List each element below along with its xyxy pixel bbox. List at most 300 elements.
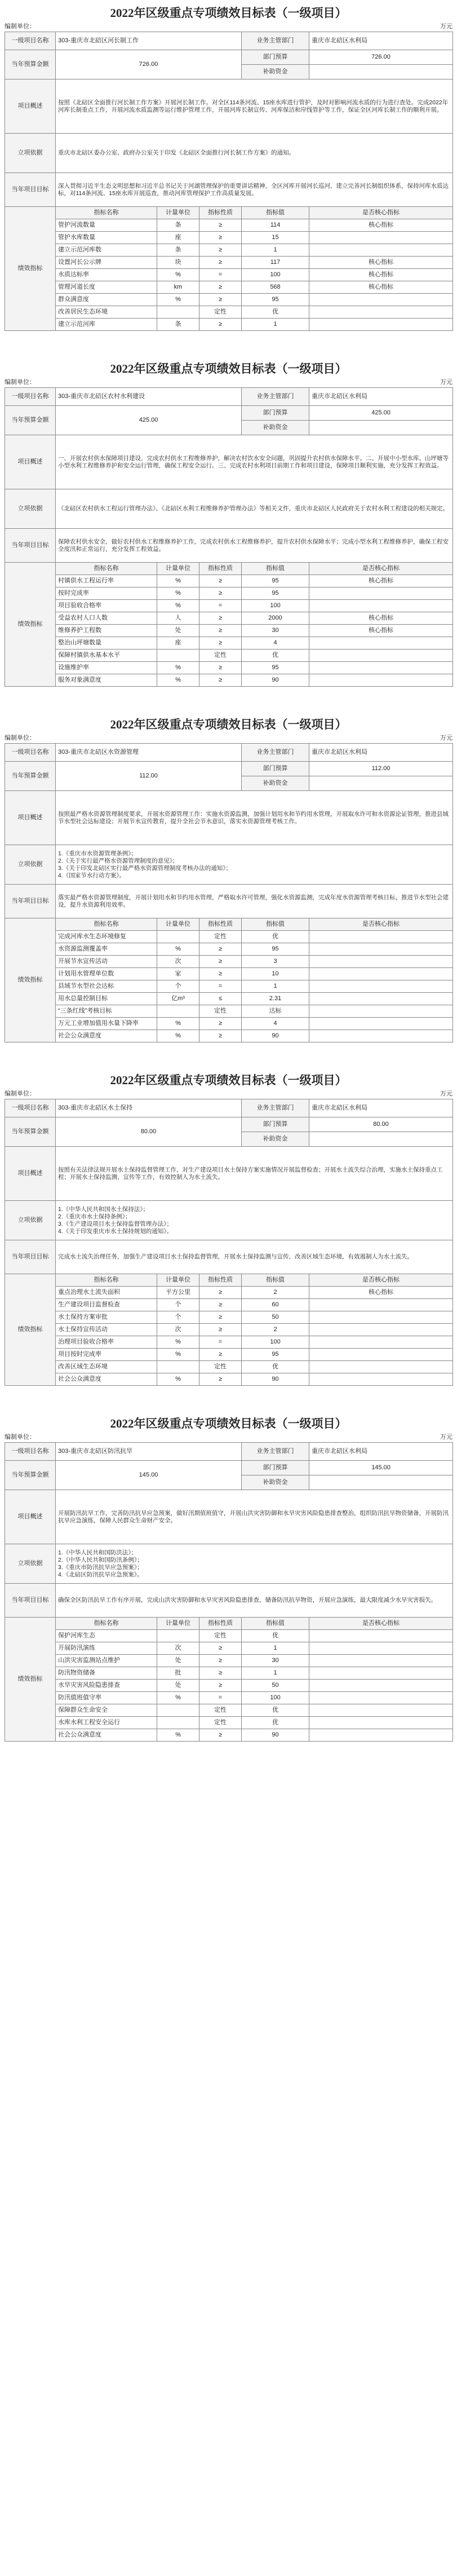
indicator-unit [157, 1704, 199, 1717]
overview-label: 项目概述 [5, 1490, 56, 1544]
indicator-row [5, 993, 453, 1005]
indicator-unit: 次 [157, 1642, 199, 1655]
indicator-nature: ≥ [199, 674, 242, 687]
header-nature: 指标性质 [199, 1274, 242, 1287]
indicator-core: 核心指标 [309, 219, 453, 232]
project-name-label: 一级项目名称 [5, 388, 56, 406]
indicator-name: 开展防汛演练 [56, 1642, 157, 1655]
indicator-core [309, 943, 453, 956]
dept-budget-label: 部门预算 [242, 50, 309, 65]
indicator-row [5, 1680, 453, 1692]
indicator-row [5, 232, 453, 244]
project-table [5, 1099, 453, 1386]
overview-text: 按照《北碚区全面推行河长制工作方案》开展河长制工作。对全区114条河流、15座水库进行管护，及时对影响河流水质的行为进行查处。完成2022年河库长制重点工作，开展河流水质监测等运行维护管理工作，开展河库长制宣传、河库保洁和岸线管护等工作，保证全区河库长制工作的顺利开展。 [56, 79, 453, 134]
header-nature: 指标性质 [199, 918, 242, 931]
header-nature: 指标性质 [199, 563, 242, 575]
goal-label: 当年项目目标 [5, 529, 56, 563]
indicator-name: 设施维护率 [56, 662, 157, 674]
dept-label: 业务主管部门 [242, 744, 309, 762]
indicator-row [5, 612, 453, 625]
header-unit: 计量单位 [157, 207, 199, 219]
indicator-core: 核心指标 [309, 257, 453, 269]
indicator-row [5, 1311, 453, 1324]
indicator-nature: ≥ [199, 662, 242, 674]
indicator-nature: = [199, 1336, 242, 1349]
indicator-row [5, 1373, 453, 1386]
dept-label: 业务主管部门 [242, 388, 309, 406]
indicator-nature: = [199, 1692, 242, 1704]
org-label: 编制单位： [5, 379, 36, 386]
dept-budget-value: 145.00 [309, 1461, 453, 1475]
subsidy-label: 补助资金 [242, 1132, 309, 1147]
indicator-value: 2000 [242, 612, 309, 625]
indicator-unit [157, 306, 199, 319]
indicator-row [5, 1717, 453, 1729]
indicator-name: 保护河库生态 [56, 1630, 157, 1642]
indicator-name: 防汛物资储备 [56, 1667, 157, 1680]
header-value: 指标值 [242, 207, 309, 219]
indicator-nature: ≥ [199, 244, 242, 257]
dept-label: 业务主管部门 [242, 1443, 309, 1461]
indicator-name: 开展节水宣传活动 [56, 956, 157, 968]
indicator-row [5, 1336, 453, 1349]
indicator-row [5, 637, 453, 649]
header-ind-name: 指标名称 [56, 1274, 157, 1287]
indicator-unit: % [157, 1018, 199, 1030]
indicator-name: 治理项目验收合格率 [56, 1336, 157, 1349]
indicator-nature: ≥ [199, 612, 242, 625]
indicator-name: 社会公众满意度 [56, 1373, 157, 1386]
indicator-nature: ≥ [199, 1642, 242, 1655]
project-name-label: 一级项目名称 [5, 1099, 56, 1117]
goal-label: 当年项目目标 [5, 885, 56, 918]
indicator-unit: % [157, 662, 199, 674]
dept-name: 重庆市北碚区水利局 [309, 1099, 453, 1117]
indicator-name: 项目验收合格率 [56, 600, 157, 612]
header-unit: 计量单位 [157, 1274, 199, 1287]
subsidy-value [309, 65, 453, 79]
indicator-nature: 定性 [199, 306, 242, 319]
basis-text: 《北碚区农村供水工程运行管理办法》、《北碚区水利工程维修养护管理办法》等相关文件，重庆市北碚区人民政府关于农村水利工程建设的相关规定。 [56, 489, 453, 529]
indicator-unit: % [157, 575, 199, 587]
indicator-row [5, 1324, 453, 1336]
budget-value: 112.00 [56, 762, 242, 791]
budget-label: 当年预算金额 [5, 1461, 56, 1490]
indicator-unit: 次 [157, 1324, 199, 1336]
indicator-nature: ≥ [199, 319, 242, 331]
budget-label: 当年预算金额 [5, 406, 56, 435]
indicator-unit: % [157, 587, 199, 600]
header-ind-name: 指标名称 [56, 563, 157, 575]
indicator-value: 100 [242, 1692, 309, 1704]
indicator-row [5, 1349, 453, 1361]
indicator-core [309, 1630, 453, 1642]
indicator-unit: 座 [157, 637, 199, 649]
section-title: 2022年区级重点专项绩效目标表（一级项目） [110, 1417, 347, 1430]
indicator-value: 优 [242, 649, 309, 662]
indicator-nature: ≥ [199, 587, 242, 600]
indicator-row [5, 1287, 453, 1299]
header-unit: 计量单位 [157, 1618, 199, 1630]
indicator-value: 95 [242, 1349, 309, 1361]
indicator-row [5, 319, 453, 331]
indicator-name: 建立示范河库 [56, 319, 157, 331]
indicator-nature: ≥ [199, 1324, 242, 1336]
indicator-value: 优 [242, 1704, 309, 1717]
dept-name: 重庆市北碚区水利局 [309, 1443, 453, 1461]
indicator-name: 计划用水管理单位数 [56, 968, 157, 980]
goal-text: 落实最严格水资源管理制度，开展计划用水和节约用水管理，严格取水许可管理，强化水资源监测，完成年度水资源管理考核目标，推进节水型社会建设，提升水资源利用效率。 [56, 885, 453, 918]
indicator-name: 管护河流数量 [56, 219, 157, 232]
basis-label: 立项依据 [5, 845, 56, 885]
overview-text: 按照最严格水资源管理制度要求，开展水资源管理工作：实施水资源监测，加强计划用水和节约用水管理，开展取水许可和水资源论证管理，推进县域节水型社会达标建设；开展节水宣传教育，提升全社会节水意识，落实水资源管理考核工作。 [56, 791, 453, 845]
indicator-name: 完成河库水生态环境修复 [56, 931, 157, 943]
indicator-value: 100 [242, 1336, 309, 1349]
indicator-value: 30 [242, 625, 309, 637]
indicator-nature: ≥ [199, 1287, 242, 1299]
indicator-unit: 块 [157, 257, 199, 269]
indicator-name: 维修养护工程数 [56, 625, 157, 637]
project-name: 303-重庆市北碚区水土保持 [56, 1099, 242, 1117]
indicator-core [309, 980, 453, 993]
indicator-label: 绩效指标 [5, 1274, 56, 1386]
budget-label: 当年预算金额 [5, 1117, 56, 1147]
indicator-unit: 个 [157, 980, 199, 993]
indicator-unit: 人 [157, 612, 199, 625]
indicator-name: 整治山坪塘数量 [56, 637, 157, 649]
dept-budget-value: 425.00 [309, 406, 453, 421]
indicator-core [309, 1704, 453, 1717]
indicator-nature: 定性 [199, 931, 242, 943]
indicator-name: 村镇供水工程运行率 [56, 575, 157, 587]
indicator-core: 核心指标 [309, 269, 453, 281]
overview-label: 项目概述 [5, 791, 56, 845]
indicator-unit [157, 1361, 199, 1373]
indicator-name: 改善区域生态环境 [56, 1361, 157, 1373]
indicator-unit: % [157, 1336, 199, 1349]
indicator-core [309, 968, 453, 980]
indicator-value: 90 [242, 1030, 309, 1042]
indicator-unit: % [157, 1729, 199, 1742]
unit-row [0, 733, 457, 743]
dept-name: 重庆市北碚区水利局 [309, 32, 453, 50]
indicator-nature: 定性 [199, 1361, 242, 1373]
indicator-row [5, 269, 453, 281]
indicator-core [309, 1324, 453, 1336]
indicator-unit: % [157, 1030, 199, 1042]
indicator-name: 群众满意度 [56, 294, 157, 306]
indicator-nature: ≥ [199, 943, 242, 956]
indicator-unit [157, 649, 199, 662]
indicator-unit [157, 1005, 199, 1018]
indicator-row [5, 674, 453, 687]
budget-value: 425.00 [56, 406, 242, 435]
indicator-nature: ≤ [199, 993, 242, 1005]
indicator-name: 社会公众满意度 [56, 1729, 157, 1742]
indicator-unit: 处 [157, 625, 199, 637]
header-nature: 指标性质 [199, 207, 242, 219]
indicator-name: 山洪灾害监测站点维护 [56, 1655, 157, 1667]
overview-label: 项目概述 [5, 79, 56, 134]
indicator-value: 10 [242, 968, 309, 980]
budget-label: 当年预算金额 [5, 50, 56, 79]
indicator-core [309, 1299, 453, 1311]
indicator-row [5, 219, 453, 232]
indicator-row [5, 600, 453, 612]
indicator-row [5, 1630, 453, 1642]
indicator-unit: 批 [157, 1667, 199, 1680]
indicator-unit: 条 [157, 244, 199, 257]
basis-text: 重庆市北碚区委办公室、政府办公室关于印发《北碚区全面推行河长制工作方案》的通知。 [56, 134, 453, 173]
indicator-row [5, 1299, 453, 1311]
indicator-core [309, 232, 453, 244]
section-gap [0, 1386, 457, 1411]
project-name: 303-重庆市北碚区农村水利建设 [56, 388, 242, 406]
dept-budget-label: 部门预算 [242, 406, 309, 421]
indicator-value: 50 [242, 1680, 309, 1692]
indicator-value: 优 [242, 931, 309, 943]
subsidy-label: 补助资金 [242, 65, 309, 79]
basis-label: 立项依据 [5, 1201, 56, 1240]
indicator-name: 保障群众生命安全 [56, 1704, 157, 1717]
indicator-nature: ≥ [199, 1655, 242, 1667]
section-gap [0, 1042, 457, 1067]
unit-row [0, 377, 457, 387]
goal-label: 当年项目目标 [5, 1584, 56, 1618]
indicator-name: 保障村镇供水基本水平 [56, 649, 157, 662]
indicator-unit: 处 [157, 1680, 199, 1692]
indicator-value: 1 [242, 1667, 309, 1680]
indicator-nature: 定性 [199, 1630, 242, 1642]
indicator-row [5, 244, 453, 257]
indicator-name: 生产建设项目监督检查 [56, 1299, 157, 1311]
unit-row [0, 1089, 457, 1099]
indicator-core [309, 319, 453, 331]
subsidy-label: 补助资金 [242, 776, 309, 791]
indicator-core [309, 1311, 453, 1324]
dept-name: 重庆市北碚区水利局 [309, 744, 453, 762]
indicator-name: 按时完成率 [56, 587, 157, 600]
indicator-nature: 定性 [199, 1005, 242, 1018]
indicator-nature: ≥ [199, 219, 242, 232]
header-value: 指标值 [242, 1618, 309, 1630]
indicator-nature: = [199, 269, 242, 281]
indicator-row [5, 649, 453, 662]
indicator-nature: 定性 [199, 649, 242, 662]
indicator-row [5, 956, 453, 968]
indicator-name: 水土保持方案审批 [56, 1311, 157, 1324]
indicator-unit: 处 [157, 1655, 199, 1667]
indicator-row [5, 575, 453, 587]
indicator-row [5, 587, 453, 600]
indicator-core [309, 1373, 453, 1386]
indicator-value: 达标 [242, 1005, 309, 1018]
indicator-row [5, 1361, 453, 1373]
indicator-label: 绩效指标 [5, 1618, 56, 1742]
indicator-unit: 次 [157, 956, 199, 968]
indicator-value: 100 [242, 600, 309, 612]
section-title: 2022年区级重点专项绩效目标表（一级项目） [110, 718, 347, 731]
goal-label: 当年项目目标 [5, 173, 56, 207]
indicator-nature: ≥ [199, 1667, 242, 1680]
indicator-nature: ≥ [199, 956, 242, 968]
dept-budget-value: 726.00 [309, 50, 453, 65]
indicator-label: 绩效指标 [5, 918, 56, 1042]
indicator-name: 管理河道长度 [56, 281, 157, 294]
basis-text: 1.《重庆市水资源管理条例》； 2.《关于实行最严格水资源管理制度的意见》； 3.《关于印发北碚区实行最严格水资源管理制度考核办法的通知》； 4.《国家节水行动方案》。 [56, 845, 453, 885]
indicator-core [309, 1717, 453, 1729]
indicator-name: 水质达标率 [56, 269, 157, 281]
indicator-row [5, 1642, 453, 1655]
indicator-core [309, 637, 453, 649]
basis-label: 立项依据 [5, 1544, 56, 1584]
indicator-core [309, 294, 453, 306]
project-name: 303-重庆市北碚区防汛抗旱 [56, 1443, 242, 1461]
indicator-value: 1 [242, 1642, 309, 1655]
indicator-core [309, 1336, 453, 1349]
indicator-unit: % [157, 600, 199, 612]
indicator-value: 95 [242, 587, 309, 600]
indicator-value: 2.31 [242, 993, 309, 1005]
indicator-row [5, 1030, 453, 1042]
indicator-core [309, 1349, 453, 1361]
project-name-label: 一级项目名称 [5, 744, 56, 762]
budget-label: 当年预算金额 [5, 762, 56, 791]
indicator-row [5, 306, 453, 319]
indicator-core [309, 662, 453, 674]
indicator-value: 90 [242, 1373, 309, 1386]
goal-label: 当年项目目标 [5, 1240, 56, 1274]
indicator-value: 95 [242, 294, 309, 306]
indicator-unit: % [157, 674, 199, 687]
header-core: 是否核心指标 [309, 1274, 453, 1287]
header-ind-name: 指标名称 [56, 918, 157, 931]
section-gap [0, 331, 457, 356]
indicator-nature: ≥ [199, 232, 242, 244]
indicator-row [5, 968, 453, 980]
indicator-core [309, 1680, 453, 1692]
header-unit: 计量单位 [157, 563, 199, 575]
indicator-core [309, 931, 453, 943]
indicator-unit: % [157, 269, 199, 281]
indicator-value: 4 [242, 637, 309, 649]
overview-text: 按照有关法律法规开展水土保持监督管理工作，对生产建设项目水土保持方案实施情况开展监督检查；开展水土流失综合治理，实施水土保持重点工程；开展水土保持监测、宣传等工作，有效控制人为水土流失。 [56, 1147, 453, 1201]
subsidy-value [309, 776, 453, 791]
indicator-nature: ≥ [199, 1729, 242, 1742]
dept-label: 业务主管部门 [242, 1099, 309, 1117]
indicator-row [5, 625, 453, 637]
indicator-name: 受益农村人口人数 [56, 612, 157, 625]
indicator-nature: ≥ [199, 257, 242, 269]
project-name: 303-重庆市北碚区水资源管理 [56, 744, 242, 762]
budget-value: 726.00 [56, 50, 242, 79]
indicator-core [309, 674, 453, 687]
unit-row [0, 1432, 457, 1442]
indicator-name: 用水总量控制目标 [56, 993, 157, 1005]
dept-label: 业务主管部门 [242, 32, 309, 50]
indicator-unit: 条 [157, 219, 199, 232]
indicator-value: 优 [242, 1630, 309, 1642]
unit-label: 万元 [440, 735, 452, 741]
project-section [0, 1411, 457, 1742]
basis-text: 1.《中华人民共和国防洪法》； 2.《中华人民共和国防汛条例》； 3.《重庆市防汛抗旱应急预案》； 4.《北碚区防汛抗旱应急预案》。 [56, 1544, 453, 1584]
subsidy-label: 补助资金 [242, 421, 309, 435]
indicator-row [5, 980, 453, 993]
indicator-nature: ≥ [199, 1299, 242, 1311]
header-unit: 计量单位 [157, 918, 199, 931]
indicator-core [309, 244, 453, 257]
indicator-value: 95 [242, 575, 309, 587]
unit-label: 万元 [440, 379, 452, 386]
indicator-nature: ≥ [199, 625, 242, 637]
indicator-row [5, 1692, 453, 1704]
indicator-name: “三条红线”考核目标 [56, 1005, 157, 1018]
indicator-name: 县域节水型社会达标 [56, 980, 157, 993]
indicator-name: 管护水库数量 [56, 232, 157, 244]
indicator-unit: % [157, 1692, 199, 1704]
overview-text: 一、开展农村供水保障项目建设，完成农村供水工程维修养护，解决农村饮水安全问题，巩固提升农村供水保障水平。二、开展中小型水库、山坪塘等小型水利工程维修养护和安全运行管理，确保工程安全运行。三、完成农村水利项目前期工作和项目建设，保障项目顺利实施，充分发挥工程效益。 [56, 435, 453, 489]
overview-label: 项目概述 [5, 435, 56, 489]
indicator-nature: ≥ [199, 1018, 242, 1030]
header-value: 指标值 [242, 1274, 309, 1287]
indicator-nature: ≥ [199, 1373, 242, 1386]
project-section [0, 356, 457, 687]
project-name: 303-重庆市北碚区河长制工作 [56, 32, 242, 50]
indicator-core [309, 649, 453, 662]
indicator-core [309, 1692, 453, 1704]
indicator-unit: km [157, 281, 199, 294]
dept-budget-label: 部门预算 [242, 762, 309, 776]
overview-label: 项目概述 [5, 1147, 56, 1201]
indicator-name: 水旱灾害风险隐患排查 [56, 1680, 157, 1692]
budget-value: 80.00 [56, 1117, 242, 1147]
indicator-core [309, 1729, 453, 1742]
indicator-row [5, 257, 453, 269]
indicator-label: 绩效指标 [5, 207, 56, 331]
indicator-row [5, 943, 453, 956]
indicator-unit: % [157, 1349, 199, 1361]
overview-text: 开展防汛抗旱工作，完善防汛抗旱应急预案，做好汛期值班值守，开展山洪灾害防御和水旱灾害风险隐患排查整治，组织防汛抗旱物资储备，开展防汛抗旱应急演练，保障人民群众生命财产安全。 [56, 1490, 453, 1544]
indicator-core [309, 1018, 453, 1030]
indicator-name: 项目按时完成率 [56, 1349, 157, 1361]
indicator-core: 核心指标 [309, 612, 453, 625]
basis-text: 1.《中华人民共和国水土保持法》； 2.《重庆市水土保持条例》； 3.《生产建设项目水土保持监督管理办法》； 4.《关于印发重庆市水土保持规划的通知》。 [56, 1201, 453, 1240]
indicator-row [5, 1655, 453, 1667]
indicator-value: 1 [242, 244, 309, 257]
indicator-value: 优 [242, 1361, 309, 1373]
indicator-nature: = [199, 600, 242, 612]
indicator-core [309, 1361, 453, 1373]
header-core: 是否核心指标 [309, 1618, 453, 1630]
indicator-unit: 个 [157, 1311, 199, 1324]
project-table [5, 32, 453, 331]
indicator-unit [157, 1630, 199, 1642]
header-ind-name: 指标名称 [56, 207, 157, 219]
indicator-value: 2 [242, 1287, 309, 1299]
indicator-value: 1 [242, 319, 309, 331]
header-core: 是否核心指标 [309, 918, 453, 931]
dept-budget-value: 80.00 [309, 1117, 453, 1132]
indicator-core [309, 600, 453, 612]
unit-label: 万元 [440, 1090, 452, 1097]
indicator-nature: ≥ [199, 1349, 242, 1361]
indicator-name: 社会公众满意度 [56, 1030, 157, 1042]
dept-budget-label: 部门预算 [242, 1117, 309, 1132]
dept-budget-label: 部门预算 [242, 1461, 309, 1475]
indicator-row [5, 281, 453, 294]
project-section [0, 0, 457, 331]
indicator-value: 60 [242, 1299, 309, 1311]
